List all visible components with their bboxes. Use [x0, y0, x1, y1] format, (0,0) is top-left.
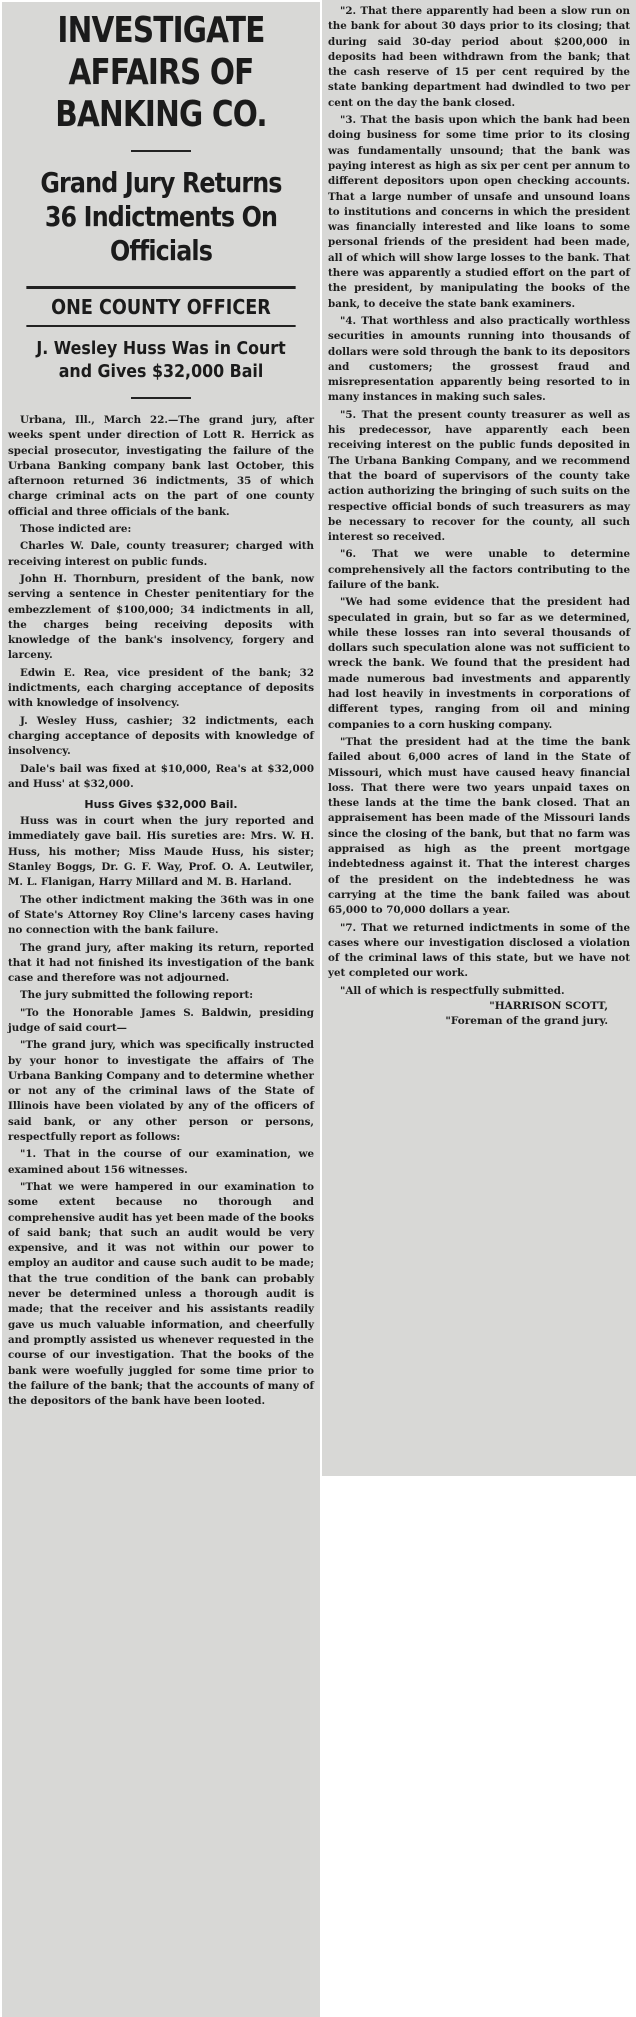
paragraph: "We had some evidence that the president had speculated in grain, but so far as we determined, while these losses ran into several thousands of dollars such speculation alone was not sufficient to wreck the bank. We found that the president had made numerous bad investments and apparently had lost heavily in investments in corporations of different types, ranging from oil and mining companies to a corn husking company. [328, 596, 630, 731]
article-column-left [2, 2, 320, 2017]
paragraph: "5. That the present county treasurer as well as his predecessor, have apparently each been receiving interest on the public funds deposited in The Urbana Banking Company, and we recommend that the board of supervisors of the county take action authorizing the bringing of such suits on the respective official bonds of such treasurers as may be necessary to recover for the county, all such interest so received. [328, 408, 630, 544]
paragraph: The jury submitted the following report: [20, 989, 254, 1002]
article-body-right [328, 0, 630, 999]
paragraph: "That we were hampered in our examination to some extent because no thorough and comprehensive audit has yet been made of the books of said bank; that such an audit would be very expensive, and it was not within our power to employ an auditor and cause such audit to be made; that the true condition of the bank can probably never be determined unless a thorough audit is made; that the receiver and his assistants readily gave us much valuable information, and cheerfully and promptly assisted us whenever requested in the course of our investigation. That the books of the bank were woefully juggled for some time prior to the failure of the bank; that the accounts of many of the depositors of the bank have been looted. [8, 1180, 314, 1408]
paragraph: Edwin E. Rea, vice president of the bank; 32 indictments, each charging acceptance of deposits with knowledge of insolvency. [8, 666, 314, 710]
paragraph: The grand jury, after making its return, reported that it had not finished its investigation of the bank case and therefore was not adjourned. [8, 941, 314, 985]
main-headline: INVESTIGATE AFFAIRS OF BANKING CO. [55, 10, 267, 135]
paragraph: "3. That the basis upon which the bank had been doing business for some time prior to its closing was fundamentally unsound; that the bank was paying interest as high as six per cent per annum to different depositors upon open checking accounts. That a large number of unsafe and unsound loans to institutions and concerns in which the president was financially interested and like loans to some personal friends of the president had been made, all of which will show large losses to the bank. That there was apparently a studied effort on the part of the president, by manipulating the books of the bank, to deceive the state bank examiners. [328, 114, 630, 310]
subheading: Huss Gives $32,000 Bail. [84, 798, 238, 812]
deck-headline-3: J. Wesley Huss Was in Court and Gives $32,000 Bail [36, 338, 286, 382]
signature-name: "HARRISON SCOTT, [489, 1000, 608, 1012]
paragraph: "2. That there apparently had been a slow run on the bank for about 30 days prior to its closing; that during said 30-day period about $200,000 in deposits had been withdrawn from the bank; that the cash reserve of 15 per cent required by the state banking department had dwindled to two per cent on the day the bank closed. [328, 5, 630, 109]
article-body-left [8, 413, 314, 1409]
signature-title: "Foreman of the grand jury. [445, 1015, 608, 1027]
paragraph: "The grand jury, which was specifically instructed by your honor to investigate the affairs of The Urbana Banking Company and to determine whether or not any of the criminal laws of the State of Illinois have been violated by any of the officers of said bank, or any other person or persons, respectfully report as follows: [8, 1039, 314, 1144]
paragraph: The other indictment making the 36th was in one of State's Attorney Roy Cline's larceny cases having no connection with the bank failure. [8, 893, 314, 937]
paragraph: "1. That in the course of our examination, we examined about 156 witnesses. [8, 1148, 314, 1176]
paragraph: John H. Thornburn, president of the bank, now serving a sentence in Chester penitentiary for the embezzlement of $100,000; 34 indictments in all, the charges being receiving deposits with knowledge of the bank's insolvency, forgery and larceny. [8, 572, 314, 662]
paragraph: "7. That we returned indictments in some of the cases where our investigation disclosed a violation of the criminal laws of this state, but we have not yet completed our work. [328, 921, 630, 980]
paragraph: Charles W. Dale, county treasurer; charged with receiving interest on public funds. [8, 540, 314, 568]
paragraph: "To the Honorable James S. Baldwin, presiding judge of said court— [8, 1006, 314, 1034]
paragraph: "All of which is respectfully submitted. [340, 984, 565, 997]
paragraph: Dale's bail was fixed at $10,000, Rea's at $32,000 and Huss' at $32,000. [8, 762, 314, 790]
paragraph: Huss was in court when the jury reported and immediately gave bail. His sureties are: Mrs. W. H. Huss, his mother; Miss Maude Huss, his sister; Stanley Boggs, Dr. G. F. Way, Prof. O. A. Leutwiler, M. L. Flanigan, Harry Millard and M. B. Harland. [8, 815, 314, 889]
paragraph: "6. That we were unable to determine comprehensively all the factors contributing to the failure of the bank. [328, 548, 630, 591]
paragraph: J. Wesley Huss, cashier; 32 indictments, each charging acceptance of deposits with knowledge of insolvency. [8, 714, 314, 758]
article-column-right [322, 0, 636, 1476]
paragraph: Urbana, Ill., March 22.—The grand jury, after weeks spent under direction of Lott R. Herrick as special prosecutor, investigating the failure of the Urbana Banking company bank last October, this afternoon returned 36 indictments, 35 of which charge criminal acts on the part of one county official and three officials of the bank. [8, 414, 314, 518]
deck-headline-1: Grand Jury Returns 36 Indictments On Officials [40, 166, 282, 267]
deck-rule [131, 397, 191, 399]
headline-rule [131, 150, 191, 152]
deck-headline-2: ONE COUNTY OFFICER [26, 286, 295, 327]
signature-block [328, 999, 630, 1029]
paragraph: Those indicted are: [20, 523, 132, 536]
paragraph: "That the president had at the time the bank failed about 6,000 acres of land in the State of Missouri, which must have caused heavy financial loss. That there were two years unpaid taxes on these lands at the time the bank closed. That an appraisement has been made of the Missouri lands since the closing of the bank, but that no farm was appraised as high as the preent mortgage indebtedness against it. That the interest charges of the president on the indebtedness he was carrying at the time the bank failed was about 65,000 to 70,000 dollars a year. [328, 735, 630, 917]
paragraph: "4. That worthless and also practically worthless securities in amounts running into thousands of dollars were sold through the bank to its depositors and customers; the grossest fraud and misrepresentation apparently being resorted to in many instances in making such sales. [328, 314, 630, 404]
